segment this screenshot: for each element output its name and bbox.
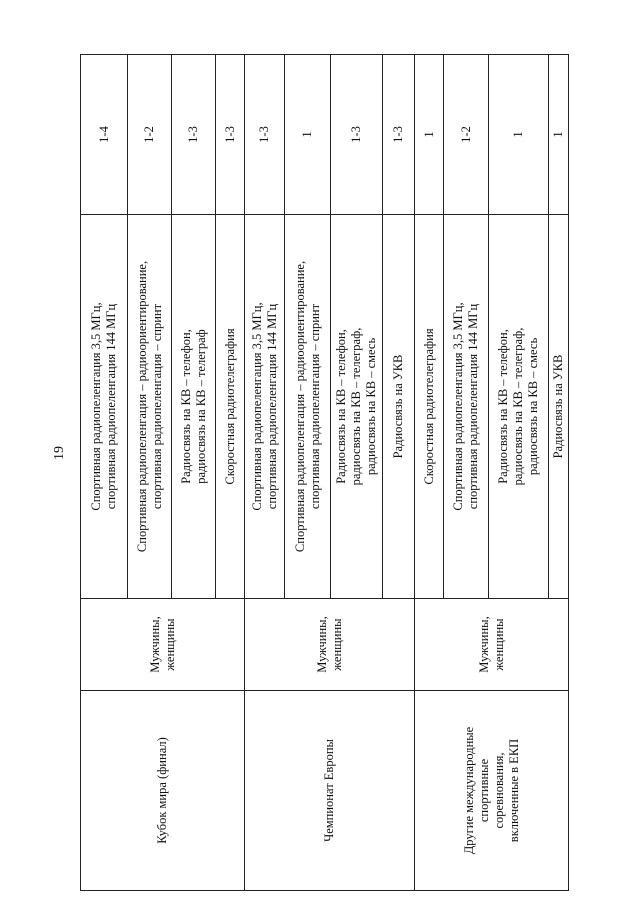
rotated-table-wrapper bbox=[80, 55, 565, 891]
places-cell: 1-3 bbox=[216, 55, 245, 215]
discipline-cell: Радиосвязь на КВ – телефон, радиосвязь на КВ – телеграф, радиосвязь на КВ – смесь bbox=[489, 215, 549, 599]
competition-cell: Чемпионат Европы bbox=[245, 691, 415, 891]
table-row bbox=[245, 55, 285, 891]
discipline-cell: Скоростная радиотелеграфия bbox=[216, 215, 245, 599]
discipline-cell: Радиосвязь на КВ – телефон, радиосвязь на КВ – телеграф, радиосвязь на КВ – смесь bbox=[331, 215, 383, 599]
competition-cell: Другие международные спортивные соревнования, включенные в ЕКП bbox=[415, 691, 569, 891]
participants-cell: Мужчины, женщины bbox=[245, 599, 415, 691]
places-cell: 1-3 bbox=[245, 55, 285, 215]
places-cell: 1-2 bbox=[444, 55, 489, 215]
places-cell: 1-3 bbox=[383, 55, 415, 215]
discipline-cell: Радиосвязь на КВ – телефон, радиосвязь на КВ – телеграф bbox=[172, 215, 216, 599]
places-cell: 1 bbox=[285, 55, 331, 215]
places-cell: 1-2 bbox=[128, 55, 172, 215]
places-cell: 1-3 bbox=[331, 55, 383, 215]
discipline-cell: Спортивная радиопеленгация – радиоориентирование, спортивная радиопеленгация – спринт bbox=[128, 215, 172, 599]
table-row bbox=[81, 55, 128, 891]
participants-cell: Мужчины, женщины bbox=[81, 599, 245, 691]
discipline-cell: Спортивная радиопеленгация 3,5 МГц, спортивная радиопеленгация 144 МГц bbox=[444, 215, 489, 599]
places-cell: 1-4 bbox=[81, 55, 128, 215]
discipline-cell: Скоростная радиотелеграфия bbox=[415, 215, 444, 599]
places-cell: 1 bbox=[489, 55, 549, 215]
places-cell: 1 bbox=[549, 55, 569, 215]
participants-cell: Мужчины, женщины bbox=[415, 599, 569, 691]
places-cell: 1 bbox=[415, 55, 444, 215]
page-number: 19 bbox=[52, 446, 67, 460]
places-cell: 1-3 bbox=[172, 55, 216, 215]
discipline-cell: Спортивная радиопеленгация 3,5 МГц, спортивная радиопеленгация 144 МГц bbox=[245, 215, 285, 599]
table-row bbox=[415, 55, 444, 891]
discipline-cell: Спортивная радиопеленгация 3,5 МГц, спортивная радиопеленгация 144 МГц bbox=[81, 215, 128, 599]
discipline-cell: Радиосвязь на УКВ bbox=[383, 215, 415, 599]
competition-cell: Кубок мира (финал) bbox=[81, 691, 245, 891]
discipline-cell: Спортивная радиопеленгация – радиоориентирование, спортивная радиопеленгация – спринт bbox=[285, 215, 331, 599]
competition-table bbox=[80, 54, 569, 891]
discipline-cell: Радиосвязь на УКВ bbox=[549, 215, 569, 599]
